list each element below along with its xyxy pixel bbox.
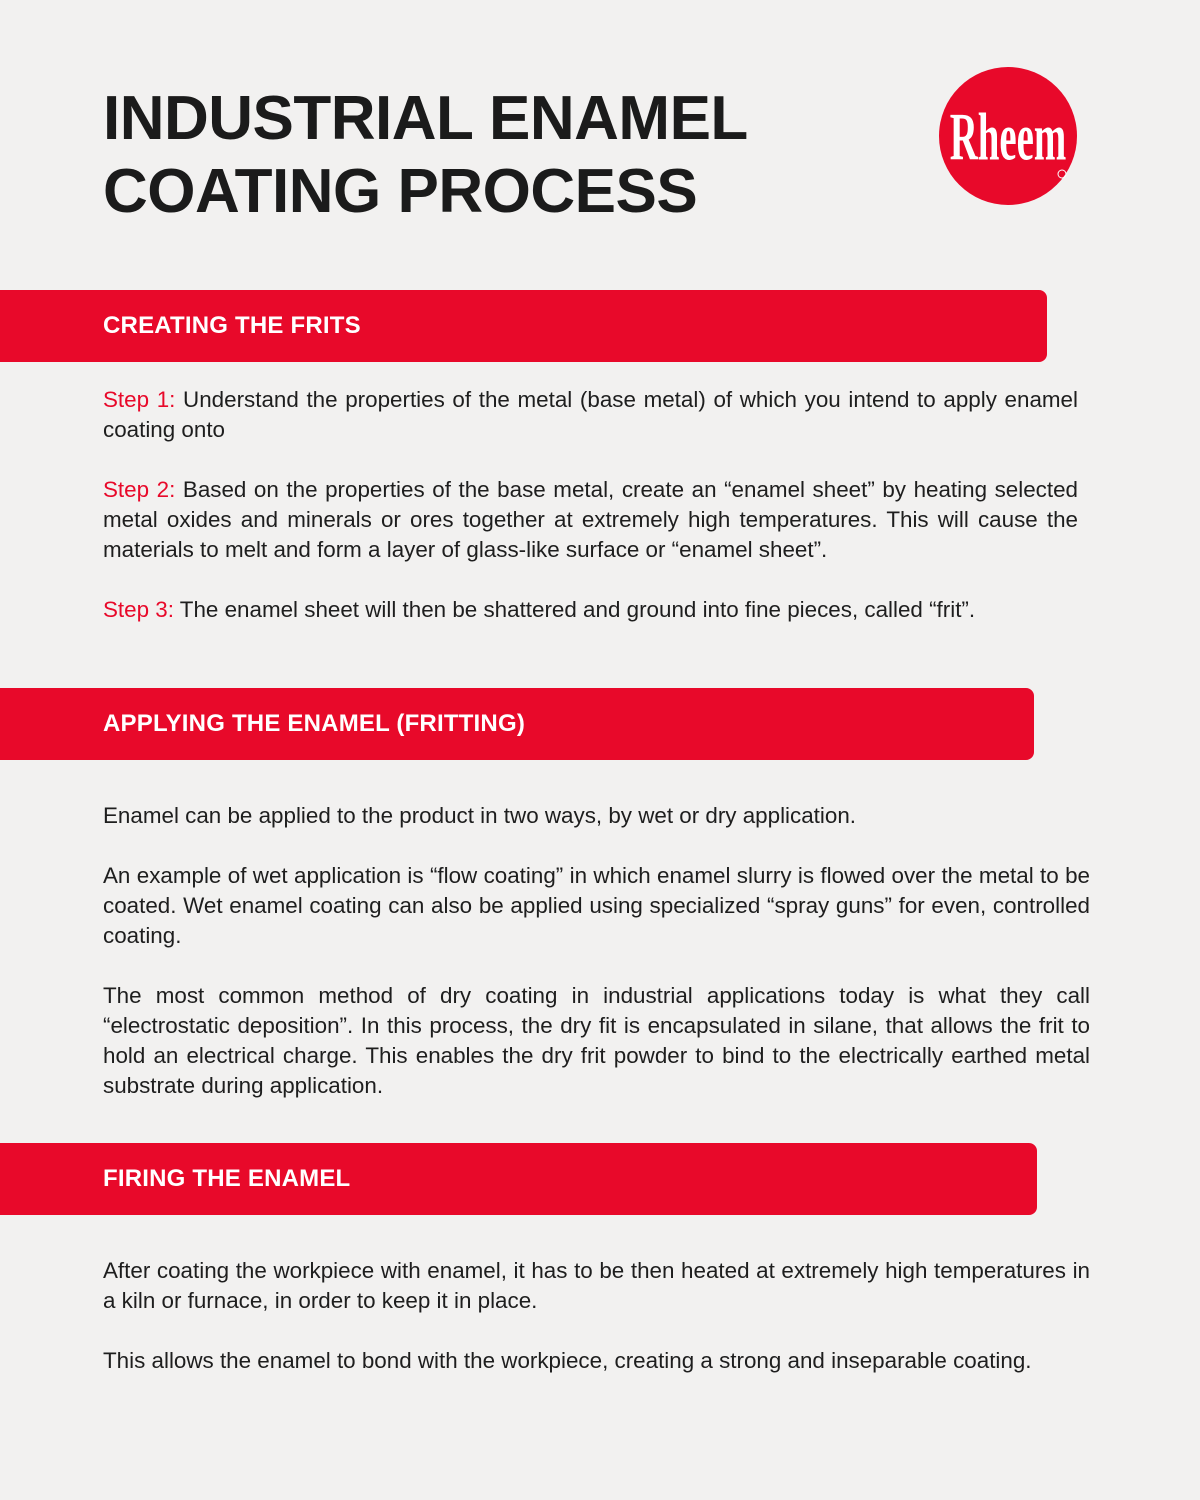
paragraph: This allows the enamel to bond with the workpiece, creating a strong and inseparable coating. xyxy=(103,1348,1032,1373)
step-2 xyxy=(103,475,1078,565)
section-banner-creating-frits xyxy=(0,290,1047,362)
section-firing-enamel xyxy=(103,1256,1090,1376)
rheem-logo-text: Rheem xyxy=(949,99,1067,175)
section-heading: FIRING THE ENAMEL xyxy=(103,1165,351,1192)
step-3 xyxy=(103,595,1078,625)
page-title-line-2: COATING PROCESS xyxy=(103,157,698,226)
step-text: Based on the properties of the base metal, create an “enamel sheet” by heating selected metal oxides and minerals or ores together at extremely high temperatures. This will cause the materials to melt and form a layer of glass-like surface or “enamel sheet”. xyxy=(103,477,1078,562)
page-title xyxy=(103,82,748,228)
rheem-logo-icon xyxy=(938,66,1078,206)
paragraph: An example of wet application is “flow coating” in which enamel slurry is flowed over the metal to be coated. Wet enamel coating can also be applied using specialized “spray guns” for even, controlled coating. xyxy=(103,863,1090,948)
section-creating-frits xyxy=(103,385,1078,625)
paragraph: The most common method of dry coating in industrial applications today is what they call “electrostatic deposition”. In this process, the dry fit is encapsulated in silane, that allows the frit to hold an electrical charge. This enables the dry frit powder to bind to the electrically earthed metal substrate during application. xyxy=(103,983,1090,1098)
step-text: The enamel sheet will then be shattered and ground into fine pieces, called “frit”. xyxy=(173,597,976,622)
page-title-line-1: INDUSTRIAL ENAMEL xyxy=(103,84,748,153)
section-applying-enamel xyxy=(103,801,1090,1101)
section-banner-applying-enamel xyxy=(0,688,1034,760)
paragraph: Enamel can be applied to the product in two ways, by wet or dry application. xyxy=(103,803,856,828)
section-banner-firing-enamel xyxy=(0,1143,1037,1215)
step-text: Understand the properties of the metal (base metal) of which you intend to apply enamel coating onto xyxy=(103,387,1078,442)
step-label: Step 1: xyxy=(103,387,176,412)
section-heading: CREATING THE FRITS xyxy=(103,312,361,339)
paragraph: After coating the workpiece with enamel, it has to be then heated at extremely high temperatures in a kiln or furnace, in order to keep it in place. xyxy=(103,1258,1090,1313)
rheem-logo xyxy=(938,66,1078,206)
step-label: Step 3: xyxy=(103,597,174,622)
step-label: Step 2: xyxy=(103,477,176,502)
step-1 xyxy=(103,385,1078,445)
section-heading: APPLYING THE ENAMEL (FRITTING) xyxy=(103,710,526,737)
